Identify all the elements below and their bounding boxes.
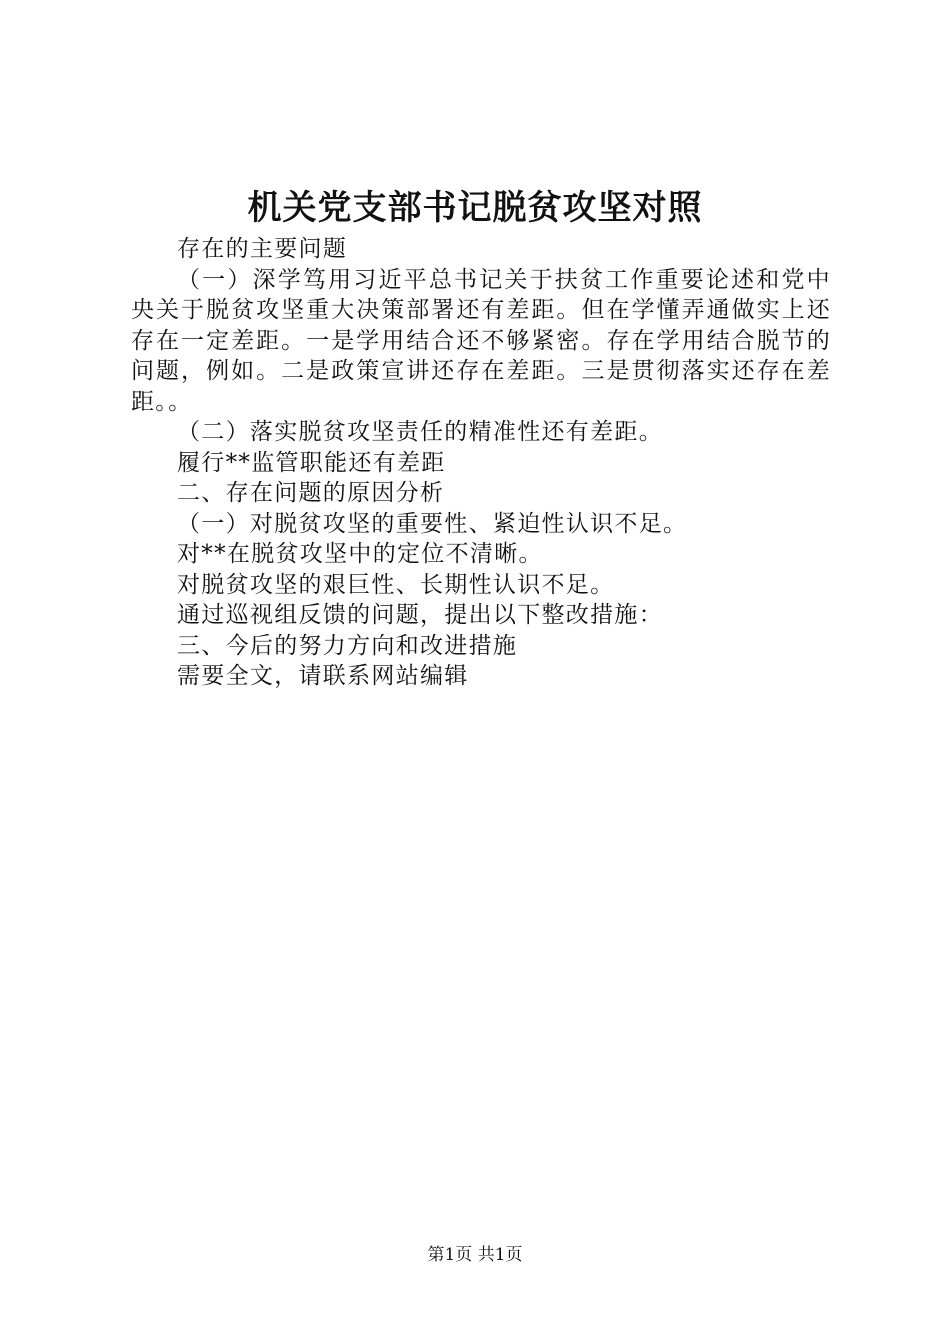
paragraph: （一）深学笃用习近平总书记关于扶贫工作重要论述和党中央关于脱贫攻坚重大决策部署还有差距。但在学懂弄通做实上还存在一定差距。一是学用结合还不够紧密。存在学用结合脱节的问题，例如。二是政策宣讲还存在差距。三是贯彻落实还存在差距。。 xyxy=(131,266,831,415)
paragraph: 通过巡视组反馈的问题，提出以下整改措施： xyxy=(177,602,663,628)
paragraph: 履行**监管职能还有差距 xyxy=(177,449,446,476)
paragraph: 存在的主要问题 xyxy=(177,236,348,262)
paragraph: 需要全文，请联系网站编辑 xyxy=(177,663,469,689)
page-footer: 第1页 共1页 xyxy=(427,1245,523,1265)
paragraph: 三、今后的努力方向和改进措施 xyxy=(177,632,518,659)
paragraph: 对**在脱贫攻坚中的定位不清晰。 xyxy=(177,541,543,567)
document-body xyxy=(131,234,831,692)
paragraph: （一）对脱贫攻坚的重要性、紧迫性认识不足。 xyxy=(177,510,688,537)
paragraph: 二、存在问题的原因分析 xyxy=(177,480,445,506)
document-title: 机关党支部书记脱贫攻坚对照 xyxy=(247,188,703,228)
paragraph: 对脱贫攻坚的艰巨性、长期性认识不足。 xyxy=(177,571,615,598)
paragraph: （二）落实脱贫攻坚责任的精准性还有差距。 xyxy=(177,419,663,445)
